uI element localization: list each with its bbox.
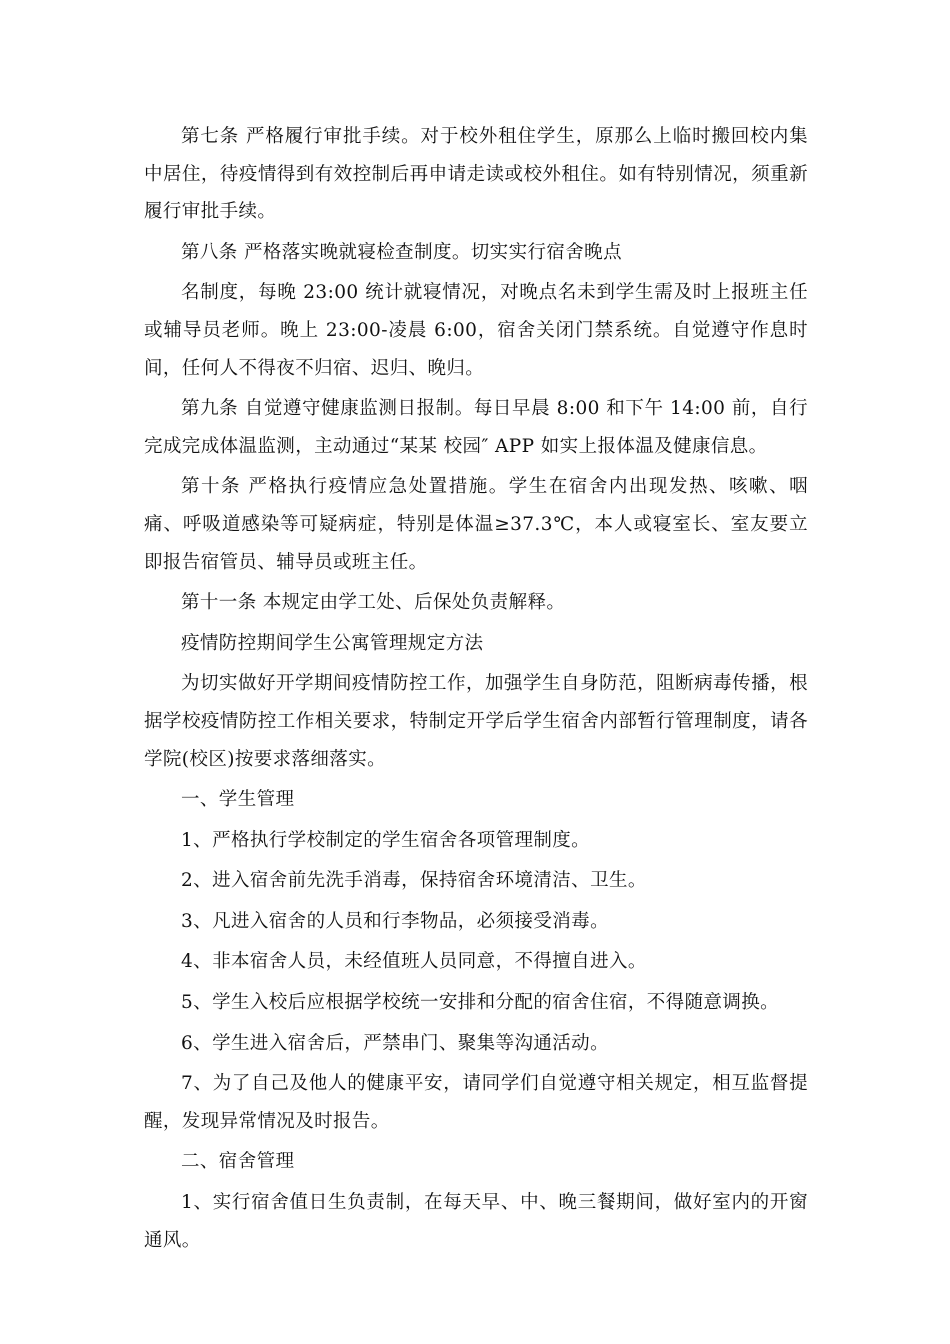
list-item: 7、为了自己及他人的健康平安，请同学们自觉遵守相关规定，相互监督提醒，发现异常情况及时报告。 [144, 1073, 808, 1132]
paragraph-article-10: 第十条 严格执行疫情应急处置措施。学生在宿舍内出现发热、咳嗽、咽痛、呼吸道感染等可疑病症，特别是体温≥37.3℃，本人或寝室长、室友要立即报告宿管员、辅导员或班主任。 [144, 476, 808, 573]
list-item: 6、学生进入宿舍后，严禁串门、聚集等沟通活动。 [181, 1032, 609, 1054]
list-item: 5、学生入校后应根据学校统一安排和分配的宿舍住宿，不得随意调换。 [181, 992, 780, 1014]
heading-dorm-management: 二、宿舍管理 [181, 1151, 295, 1173]
heading-student-management: 一、学生管理 [181, 789, 295, 811]
paragraph-article-8-continued: 名制度，每晚 23:00 统计就寝情况，对晚点名未到学生需及时上报班主任或辅导员老师。晚上 23:00-凌晨 6:00，宿舍关闭门禁系统。自觉遵守作息时间，任何人不得夜不归宿、迟归、晚归。 [144, 282, 808, 379]
paragraph-intro: 为切实做好开学期间疫情防控工作，加强学生自身防范，阻断病毒传播，根据学校疫情防控工作相关要求，特制定开学后学生宿舍内部暂行管理制度，请各学院(校区)按要求落细落实。 [144, 673, 808, 770]
list-item: 2、进入宿舍前先洗手消毒，保持宿舍环境清洁、卫生。 [181, 870, 647, 892]
list-item: 1、实行宿舍值日生负责制，在每天早、中、晚三餐期间，做好室内的开窗通风。 [144, 1192, 808, 1251]
list-item: 4、非本宿舍人员，未经值班人员同意，不得擅自进入。 [181, 951, 647, 973]
list-item: 1、严格执行学校制定的学生宿舍各项管理制度。 [181, 829, 591, 851]
document-body [144, 118, 808, 1262]
paragraph-article-11: 第十一条 本规定由学工处、后保处负责解释。 [181, 592, 566, 614]
paragraph-article-7: 第七条 严格履行审批手续。对于校外租住学生，原那么上临时搬回校内集中居住，待疫情得到有效控制后再申请走读或校外租住。如有特别情况，须重新履行审批手续。 [144, 126, 808, 223]
paragraph-article-9: 第九条 自觉遵守健康监测日报制。每日早晨 8:00 和下午 14:00 前，自行完成完成体温监测，主动通过“某某 校园″ APP 如实上报体温及健康信息。 [144, 398, 808, 457]
list-item: 3、凡进入宿舍的人员和行李物品，必须接受消毒。 [181, 910, 609, 932]
paragraph-article-8: 第八条 严格落实晚就寝检查制度。切实实行宿舍晚点 [181, 241, 622, 263]
section-title: 疫情防控期间学生公寓管理规定方法 [181, 632, 484, 654]
